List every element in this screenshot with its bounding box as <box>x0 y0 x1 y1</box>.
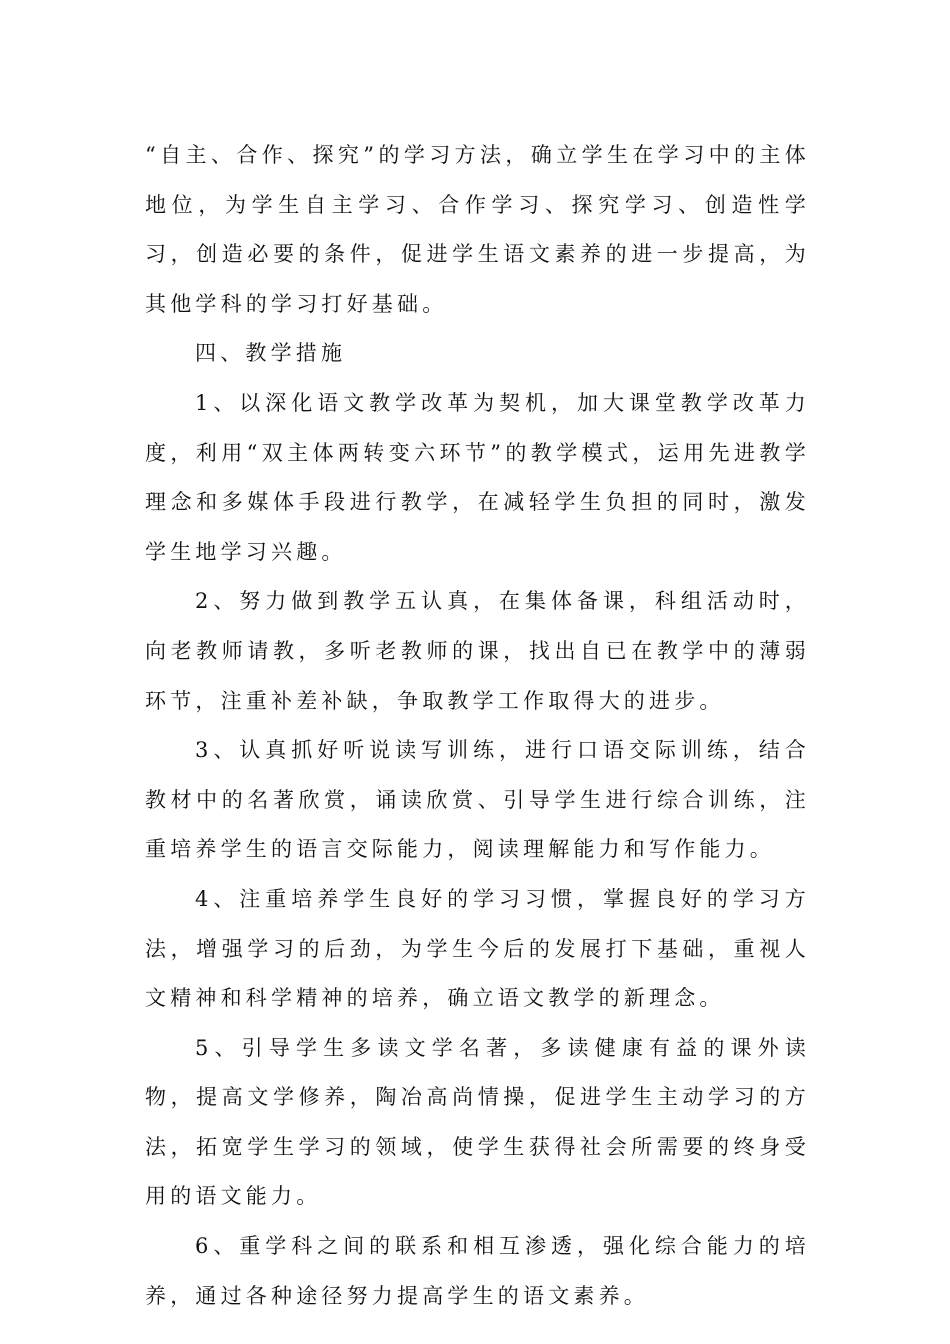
measure-item-3: 3、认真抓好听说读写训练，进行口语交际训练，结合教材中的名著欣赏，诵读欣赏、引导学生进行综合训练，注重培养学生的语言交际能力，阅读理解能力和写作能力。 <box>145 738 810 862</box>
measure-item-1: 1、以深化语文教学改革为契机，加大课堂教学改革力度，利用“双主体两转变六环节”的教学模式，运用先进教学理念和多媒体手段进行教学，在减轻学生负担的同时，激发学生地学习兴趣。 <box>145 390 810 564</box>
document-body <box>145 131 810 1321</box>
measure-item-2: 2、努力做到教学五认真，在集体备课，科组活动时，向老教师请教，多听老教师的课，找出自已在教学中的薄弱环节，注重补差补缺，争取教学工作取得大的进步。 <box>145 589 810 713</box>
measure-item-4: 4、注重培养学生良好的学习习惯，掌握良好的学习方法，增强学习的后劲，为学生今后的发展打下基础，重视人文精神和科学精神的培养，确立语文教学的新理念。 <box>145 886 810 1011</box>
measure-item-5: 5、引导学生多读文学名著，多读健康有益的课外读物，提高文学修养，陶冶高尚情操，促进学生主动学习的方法，拓宽学生学习的领域，使学生获得社会所需要的终身受用的语文能力。 <box>145 1035 810 1209</box>
paragraph-continuation: “自主、合作、探究”的学习方法，确立学生在学习中的主体地位，为学生自主学习、合作学习、探究学习、创造性学习，创造必要的条件，促进学生语文素养的进一步提高，为其他学科的学习打好基础。 <box>145 143 810 316</box>
section-heading-teaching-measures: 四、教学措施 <box>195 341 347 366</box>
measure-item-6: 6、重学科之间的联系和相互渗透，强化综合能力的培养，通过各种途径努力提高学生的语文素养。 <box>145 1234 810 1308</box>
